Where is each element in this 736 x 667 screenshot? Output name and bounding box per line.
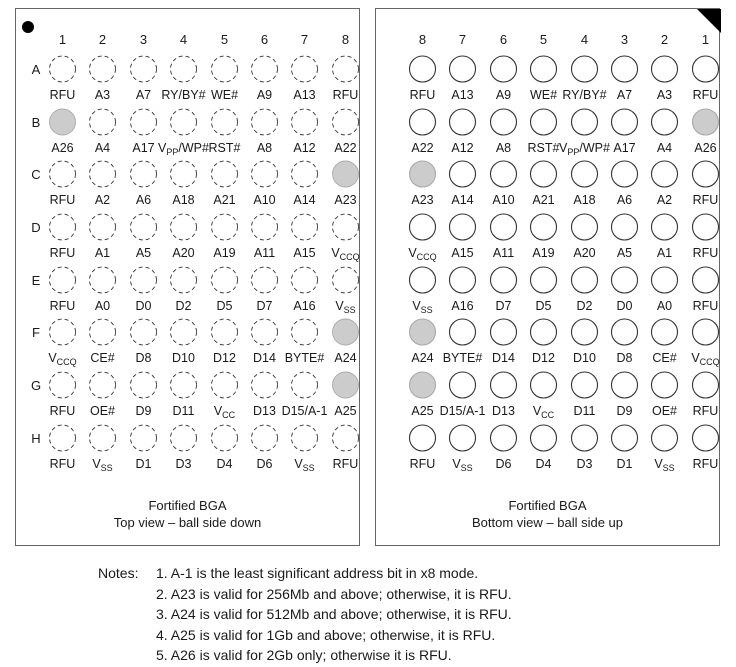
top-view-ball (212, 319, 238, 345)
top-view-ball (171, 319, 197, 345)
top-view-ball (333, 109, 359, 135)
bottom-view-ball (612, 161, 638, 187)
ball-label: A0 (656, 299, 673, 313)
ball-label: A2 (94, 193, 111, 207)
top-view-ball (252, 372, 278, 398)
top-view-ball (50, 319, 76, 345)
top-view-ball (131, 267, 157, 293)
bottom-view-ball (652, 214, 678, 240)
bottom-view-ball (652, 161, 678, 187)
bottom-view-ball (491, 56, 517, 82)
ball-label: RFU (49, 246, 76, 260)
ball-label: A5 (616, 246, 633, 260)
bottom-view-ball (410, 56, 436, 82)
ball-label: $V_{SS}$ (92, 457, 113, 473)
top-view-ball (292, 319, 318, 345)
ball-label: RFU (49, 299, 76, 313)
ball-label: A2 (656, 193, 673, 207)
top-view-row-letter: F (32, 325, 40, 340)
ball-label: D11 (573, 404, 596, 418)
ball-label: RFU (409, 457, 436, 471)
top-view-ball (90, 161, 116, 187)
bottom-view-column-header: 1 (701, 32, 710, 47)
notes-heading: Notes: (98, 565, 139, 581)
ball-label: A18 (573, 193, 596, 207)
bottom-view-ball (491, 425, 517, 451)
ball-label: RFU (692, 88, 719, 102)
ball-label: $V_{CCQ}$ (408, 246, 437, 262)
bottom-view-ball (612, 56, 638, 82)
pin1-index-mark (22, 21, 34, 33)
top-view-row-letter: A (31, 62, 41, 77)
ball-label: OE# (651, 404, 678, 418)
top-view-panel (15, 8, 360, 546)
bottom-view-column-header: 7 (458, 32, 467, 47)
ball-label: A4 (94, 141, 111, 155)
top-view-ball (171, 214, 197, 240)
note-item: 5. A26 is valid for 2Gb only; otherwise it is RFU. (156, 647, 452, 663)
bottom-view-ball (572, 372, 598, 398)
ball-label: RFU (692, 457, 719, 471)
top-view-ball (90, 267, 116, 293)
top-view-ball (333, 319, 359, 345)
ball-label: A3 (94, 88, 111, 102)
ball-label: D14 (253, 351, 276, 365)
ball-label: D15/A-1 (439, 404, 486, 418)
bottom-view-ball (612, 109, 638, 135)
top-view-column-header: 2 (98, 32, 107, 47)
top-view-ball (333, 372, 359, 398)
top-view-ball (50, 425, 76, 451)
ball-label: $V_{CCQ}$ (331, 246, 360, 262)
ball-label: RFU (49, 88, 76, 102)
ball-label: CE# (652, 351, 677, 365)
top-view-caption (16, 497, 359, 531)
bottom-view-ball (572, 214, 598, 240)
ball-label: A24 (411, 351, 434, 365)
ball-label: D7 (495, 299, 512, 313)
ball-label: D9 (135, 404, 152, 418)
bottom-view-ball (450, 267, 476, 293)
ball-label: D13 (492, 404, 515, 418)
top-view-ball (131, 56, 157, 82)
ball-label: A13 (293, 88, 316, 102)
bottom-view-ball (693, 372, 719, 398)
bottom-view-column-header: 8 (418, 32, 427, 47)
ball-label: D6 (495, 457, 512, 471)
ball-label: D4 (216, 457, 233, 471)
ball-label: D5 (216, 299, 233, 313)
bottom-view-ball (450, 161, 476, 187)
ball-label: A14 (451, 193, 474, 207)
ball-label: A0 (94, 299, 111, 313)
bottom-view-ball (450, 425, 476, 451)
ball-label: D12 (213, 351, 236, 365)
top-view-ball (333, 267, 359, 293)
ball-label: A10 (253, 193, 276, 207)
ball-label: A7 (616, 88, 633, 102)
ball-label: $V_{CCQ}$ (691, 351, 720, 367)
ball-label: A12 (451, 141, 474, 155)
top-view-ball (292, 56, 318, 82)
bottom-view-ball (491, 109, 517, 135)
top-view-ball (252, 214, 278, 240)
ball-label: A23 (411, 193, 434, 207)
top-view-ball (90, 109, 116, 135)
ball-label: D8 (616, 351, 633, 365)
bottom-view-ball (652, 56, 678, 82)
bottom-view-panel (375, 8, 720, 546)
bottom-view-ball (612, 372, 638, 398)
note-item: 1. A-1 is the least significant address bit in x8 mode. (156, 565, 479, 581)
top-view-ball (333, 425, 359, 451)
top-view-caption-subtitle: Top view – ball side down (113, 515, 262, 530)
top-view-row-letter: D (31, 220, 41, 235)
top-view-ball (292, 267, 318, 293)
bottom-view-ball (693, 161, 719, 187)
top-view-ball (252, 161, 278, 187)
ball-label: A18 (172, 193, 195, 207)
bottom-view-ball (410, 109, 436, 135)
ball-label: A3 (656, 88, 673, 102)
top-view-ball (252, 56, 278, 82)
bottom-view-ball (693, 56, 719, 82)
ball-label: D4 (535, 457, 552, 471)
ball-label: D13 (253, 404, 276, 418)
bottom-view-ball (410, 319, 436, 345)
ball-label: D0 (616, 299, 633, 313)
ball-label: A1 (94, 246, 111, 260)
bottom-view-ball (652, 319, 678, 345)
ball-label: A16 (451, 299, 474, 313)
ball-label: A10 (492, 193, 515, 207)
ball-label: RST# (527, 141, 560, 155)
ball-label: A24 (334, 351, 357, 365)
bottom-view-ball (491, 267, 517, 293)
bottom-view-caption-title: Fortified BGA (508, 498, 587, 513)
top-view-row-letter: H (31, 431, 41, 446)
top-view-ball (252, 425, 278, 451)
ball-label: A17 (613, 141, 636, 155)
ball-label: $V_{SS}$ (452, 457, 473, 473)
top-view-ball (333, 214, 359, 240)
bottom-view-ball (572, 56, 598, 82)
ball-label: OE# (89, 404, 116, 418)
bottom-view-ball (652, 372, 678, 398)
ball-label: RFU (49, 404, 76, 418)
bottom-view-column-header: 6 (499, 32, 508, 47)
bottom-view-ball (450, 319, 476, 345)
ball-label: D9 (616, 404, 633, 418)
bottom-view-ball (410, 425, 436, 451)
top-view-ball (212, 161, 238, 187)
bottom-view-ball-grid (376, 9, 721, 547)
ball-label: RY/BY# (161, 88, 206, 102)
ball-label: BYTE# (284, 351, 325, 365)
top-view-ball (50, 267, 76, 293)
bottom-view-ball (612, 425, 638, 451)
bottom-view-ball (572, 425, 598, 451)
top-view-column-header: 8 (341, 32, 350, 47)
top-view-ball (90, 372, 116, 398)
top-view-ball (50, 109, 76, 135)
bottom-view-ball (693, 109, 719, 135)
bottom-view-ball (410, 214, 436, 240)
top-view-ball (212, 109, 238, 135)
ball-label: A5 (135, 246, 152, 260)
top-view-row-letter: E (31, 273, 41, 288)
bottom-view-ball (491, 161, 517, 187)
ball-label: A6 (616, 193, 633, 207)
bottom-view-ball (450, 214, 476, 240)
top-view-ball (171, 425, 197, 451)
ball-label: A4 (656, 141, 673, 155)
ball-label: A22 (411, 141, 434, 155)
ball-label: D3 (175, 457, 192, 471)
ball-label: D14 (492, 351, 515, 365)
ball-label: $V_{SS}$ (335, 299, 356, 315)
top-view-ball (171, 56, 197, 82)
ball-label: RFU (692, 299, 719, 313)
top-view-column-header: 3 (139, 32, 148, 47)
top-view-ball (131, 425, 157, 451)
ball-label: A25 (411, 404, 434, 418)
ball-label: A20 (573, 246, 596, 260)
ball-label: A15 (451, 246, 474, 260)
ball-label: A15 (293, 246, 316, 260)
top-view-column-header: 5 (220, 32, 229, 47)
ball-label: D11 (172, 404, 195, 418)
ball-label: A19 (213, 246, 236, 260)
bottom-view-ball (572, 109, 598, 135)
bottom-view-ball (693, 425, 719, 451)
top-view-row-letter: G (30, 378, 42, 393)
top-view-ball (333, 161, 359, 187)
bottom-view-ball (531, 109, 557, 135)
bottom-view-ball (572, 161, 598, 187)
top-view-ball (212, 372, 238, 398)
ball-label: $V_{CCQ}$ (48, 351, 77, 367)
ball-label: RFU (692, 246, 719, 260)
bottom-view-ball (450, 56, 476, 82)
ball-label: CE# (90, 351, 115, 365)
ball-label: D1 (616, 457, 633, 471)
top-view-ball (292, 425, 318, 451)
notes-list (156, 563, 512, 666)
bottom-view-column-header: 2 (660, 32, 669, 47)
bottom-view-ball (693, 319, 719, 345)
bottom-view-column-header: 5 (539, 32, 548, 47)
bottom-view-ball (531, 425, 557, 451)
bottom-view-ball (572, 267, 598, 293)
ball-label: D15/A-1 (281, 404, 328, 418)
bottom-view-ball (693, 214, 719, 240)
bottom-view-ball (531, 267, 557, 293)
top-view-ball (131, 372, 157, 398)
bottom-view-ball (693, 267, 719, 293)
ball-label: RFU (49, 193, 76, 207)
top-view-ball (252, 319, 278, 345)
note-item: 3. A24 is valid for 512Mb and above; otherwise, it is RFU. (156, 606, 512, 622)
ball-label: RFU (332, 88, 359, 102)
ball-label: A26 (694, 141, 717, 155)
bottom-view-ball (450, 372, 476, 398)
ball-label: RFU (692, 404, 719, 418)
ball-label: A26 (51, 141, 74, 155)
ball-label: A11 (492, 246, 515, 260)
bottom-view-ball (410, 161, 436, 187)
bottom-view-ball (450, 109, 476, 135)
top-view-column-header: 4 (179, 32, 188, 47)
bottom-view-ball (612, 319, 638, 345)
ball-label: D2 (576, 299, 593, 313)
ball-label: A19 (532, 246, 555, 260)
bottom-view-ball (652, 267, 678, 293)
ball-label: $V_{PP}/WP\#$ (158, 141, 209, 157)
bottom-view-ball (491, 214, 517, 240)
ball-label: A25 (334, 404, 357, 418)
ball-label: A8 (256, 141, 273, 155)
ball-label: $V_{SS}$ (294, 457, 315, 473)
top-view-ball (90, 214, 116, 240)
ball-label: D10 (172, 351, 195, 365)
ball-label: A21 (532, 193, 555, 207)
ball-label: A13 (451, 88, 474, 102)
ball-label: RFU (332, 457, 359, 471)
top-view-ball (50, 372, 76, 398)
ball-label: A6 (135, 193, 152, 207)
top-view-ball (212, 56, 238, 82)
ball-label: D10 (573, 351, 596, 365)
ball-label: D12 (532, 351, 555, 365)
ball-label: A11 (253, 246, 276, 260)
bottom-view-ball (531, 56, 557, 82)
top-view-ball (171, 161, 197, 187)
top-view-ball (252, 267, 278, 293)
ball-label: D1 (135, 457, 152, 471)
ball-label: A23 (334, 193, 357, 207)
ball-label: BYTE# (442, 351, 483, 365)
ball-label: $V_{SS}$ (412, 299, 433, 315)
ball-label: A17 (132, 141, 155, 155)
note-item: 2. A23 is valid for 256Mb and above; otherwise, it is RFU. (156, 585, 512, 602)
top-view-ball (212, 425, 238, 451)
top-view-ball (252, 109, 278, 135)
top-view-ball-grid (16, 9, 361, 547)
ball-label: RFU (692, 193, 719, 207)
top-view-ball (90, 56, 116, 82)
top-view-ball (212, 214, 238, 240)
top-view-ball (131, 161, 157, 187)
ball-label: A12 (293, 141, 316, 155)
ball-label: $V_{CC}$ (532, 404, 555, 420)
ball-label: D5 (535, 299, 552, 313)
ball-label: A9 (495, 88, 512, 102)
ball-label: $V_{PP}/WP\#$ (559, 141, 610, 157)
bottom-view-ball (531, 372, 557, 398)
top-view-column-header: 7 (300, 32, 309, 47)
top-view-row-letter: C (31, 167, 41, 182)
ball-label: A16 (293, 299, 316, 313)
top-view-ball (292, 109, 318, 135)
bottom-view-column-header: 3 (620, 32, 629, 47)
top-view-caption-title: Fortified BGA (148, 498, 227, 513)
top-view-ball (90, 319, 116, 345)
top-view-ball (50, 161, 76, 187)
top-view-ball (131, 214, 157, 240)
top-view-ball (171, 109, 197, 135)
bottom-view-ball (410, 267, 436, 293)
ball-label: D7 (256, 299, 273, 313)
ball-label: D0 (135, 299, 152, 313)
ball-label: A21 (213, 193, 236, 207)
top-view-ball (90, 425, 116, 451)
ball-label: D2 (175, 299, 192, 313)
ball-label: RFU (49, 457, 76, 471)
ball-label: A20 (172, 246, 195, 260)
ball-label: A8 (495, 141, 512, 155)
ball-label: WE# (529, 88, 558, 102)
bottom-view-column-header: 4 (580, 32, 589, 47)
bottom-view-ball (572, 319, 598, 345)
top-view-ball (171, 372, 197, 398)
ball-label: RFU (409, 88, 436, 102)
ball-label: RY/BY# (562, 88, 607, 102)
top-view-ball (292, 372, 318, 398)
bottom-view-ball (652, 109, 678, 135)
top-view-ball (131, 109, 157, 135)
bottom-view-ball (612, 267, 638, 293)
ball-label: $V_{CC}$ (213, 404, 236, 420)
top-view-ball (333, 56, 359, 82)
ball-label: A9 (256, 88, 273, 102)
ball-label: D6 (256, 457, 273, 471)
bottom-view-ball (410, 372, 436, 398)
bottom-view-ball (531, 319, 557, 345)
ball-label: $V_{SS}$ (654, 457, 675, 473)
pin1-index-mark (697, 9, 721, 33)
top-view-ball (212, 267, 238, 293)
ball-label: D3 (576, 457, 593, 471)
ball-label: RST# (208, 141, 241, 155)
top-view-column-header: 1 (58, 32, 67, 47)
ball-label: A22 (334, 141, 357, 155)
ball-label: A14 (293, 193, 316, 207)
bottom-view-ball (531, 214, 557, 240)
top-view-ball (131, 319, 157, 345)
bottom-view-caption (376, 497, 719, 531)
top-view-ball (50, 214, 76, 240)
ball-label: D8 (135, 351, 152, 365)
top-view-ball (292, 161, 318, 187)
top-view-row-letter: B (31, 115, 41, 130)
ball-label: WE# (210, 88, 239, 102)
bottom-view-caption-subtitle: Bottom view – ball side up (471, 515, 624, 530)
top-view-ball (171, 267, 197, 293)
top-view-column-header: 6 (260, 32, 269, 47)
ball-label: A7 (135, 88, 152, 102)
top-view-ball (292, 214, 318, 240)
ball-label: A1 (656, 246, 673, 260)
bottom-view-ball (491, 319, 517, 345)
bottom-view-ball (612, 214, 638, 240)
bottom-view-ball (491, 372, 517, 398)
bottom-view-ball (652, 425, 678, 451)
note-item: 4. A25 is valid for 1Gb and above; otherwise, it is RFU. (156, 626, 496, 643)
top-view-ball (50, 56, 76, 82)
bottom-view-ball (531, 161, 557, 187)
